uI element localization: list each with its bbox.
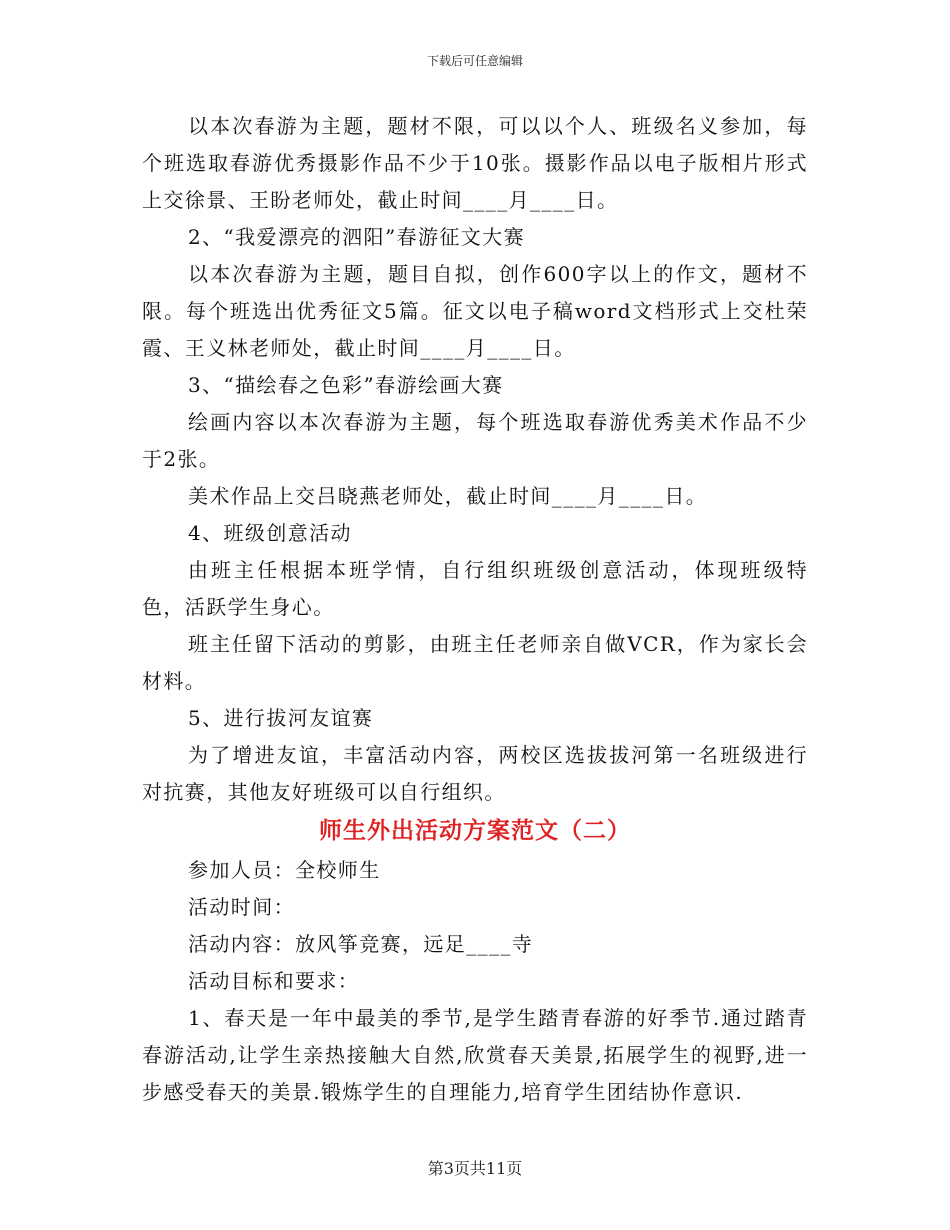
paragraph-activity-time: 活动时间： xyxy=(188,895,295,919)
paragraph-painting-submit: 美术作品上交吕晓燕老师处，截止时间____月____日。 xyxy=(188,484,708,508)
document-body xyxy=(142,108,808,1111)
heading-painting-contest: 3、“描绘春之色彩”春游绘画大赛 xyxy=(188,373,504,397)
page-header: 下载后可任意编辑 xyxy=(426,54,523,68)
paragraph-tug-of-war: 为了增进友谊，丰富活动内容，两校区选拔拔河第一名班级进行对抗赛，其他友好班级可以自行组织。 xyxy=(142,743,808,804)
page-footer: 第3页共11页 xyxy=(427,1159,523,1178)
heading-tug-of-war: 5、进行拔河友谊赛 xyxy=(188,706,374,730)
heading-class-activity: 4、班级创意活动 xyxy=(188,521,352,545)
paragraph-class-activity: 由班主任根据本班学情，自行组织班级创意活动，体现班级特色，活跃学生身心。 xyxy=(142,558,808,619)
paragraph-painting-contest: 绘画内容以本次春游为主题，每个班选取春游优秀美术作品不少于2张。 xyxy=(142,410,808,471)
paragraph-photo-contest: 以本次春游为主题，题材不限，可以以个人、班级名义参加，每个班选取春游优秀摄影作品不少于10张。摄影作品以电子版相片形式上交徐景、王盼老师处，截止时间____月____日。 xyxy=(142,114,808,212)
paragraph-activity-content: 活动内容：放风筝竞赛，远足____寺 xyxy=(188,932,534,956)
paragraph-participants: 参加人员：全校师生 xyxy=(188,858,381,882)
paragraph-goal-1: 1、春天是一年中最美的季节,是学生踏青春游的好季节.通过踏青春游活动,让学生亲热接触大自然,欣赏春天美景,拓展学生的视野,进一步感受春天的美景.锻炼学生的自理能力,培育学生团结协作意识. xyxy=(142,1006,808,1104)
paragraph-essay-contest: 以本次春游为主题，题目自拟，创作600字以上的作文，题材不限。每个班选出优秀征文5篇。征文以电子稿word文档形式上交杜荣霞、王义林老师处，截止时间____月____日。 xyxy=(142,262,808,360)
paragraph-goals-heading: 活动目标和要求： xyxy=(188,969,360,993)
paragraph-class-vcr: 班主任留下活动的剪影，由班主任老师亲自做VCR，作为家长会材料。 xyxy=(142,632,808,693)
heading-essay-contest: 2、“我爱漂亮的泗阳”春游征文大赛 xyxy=(188,225,525,249)
section-title: 师生外出活动方案范文（二） xyxy=(319,818,631,844)
